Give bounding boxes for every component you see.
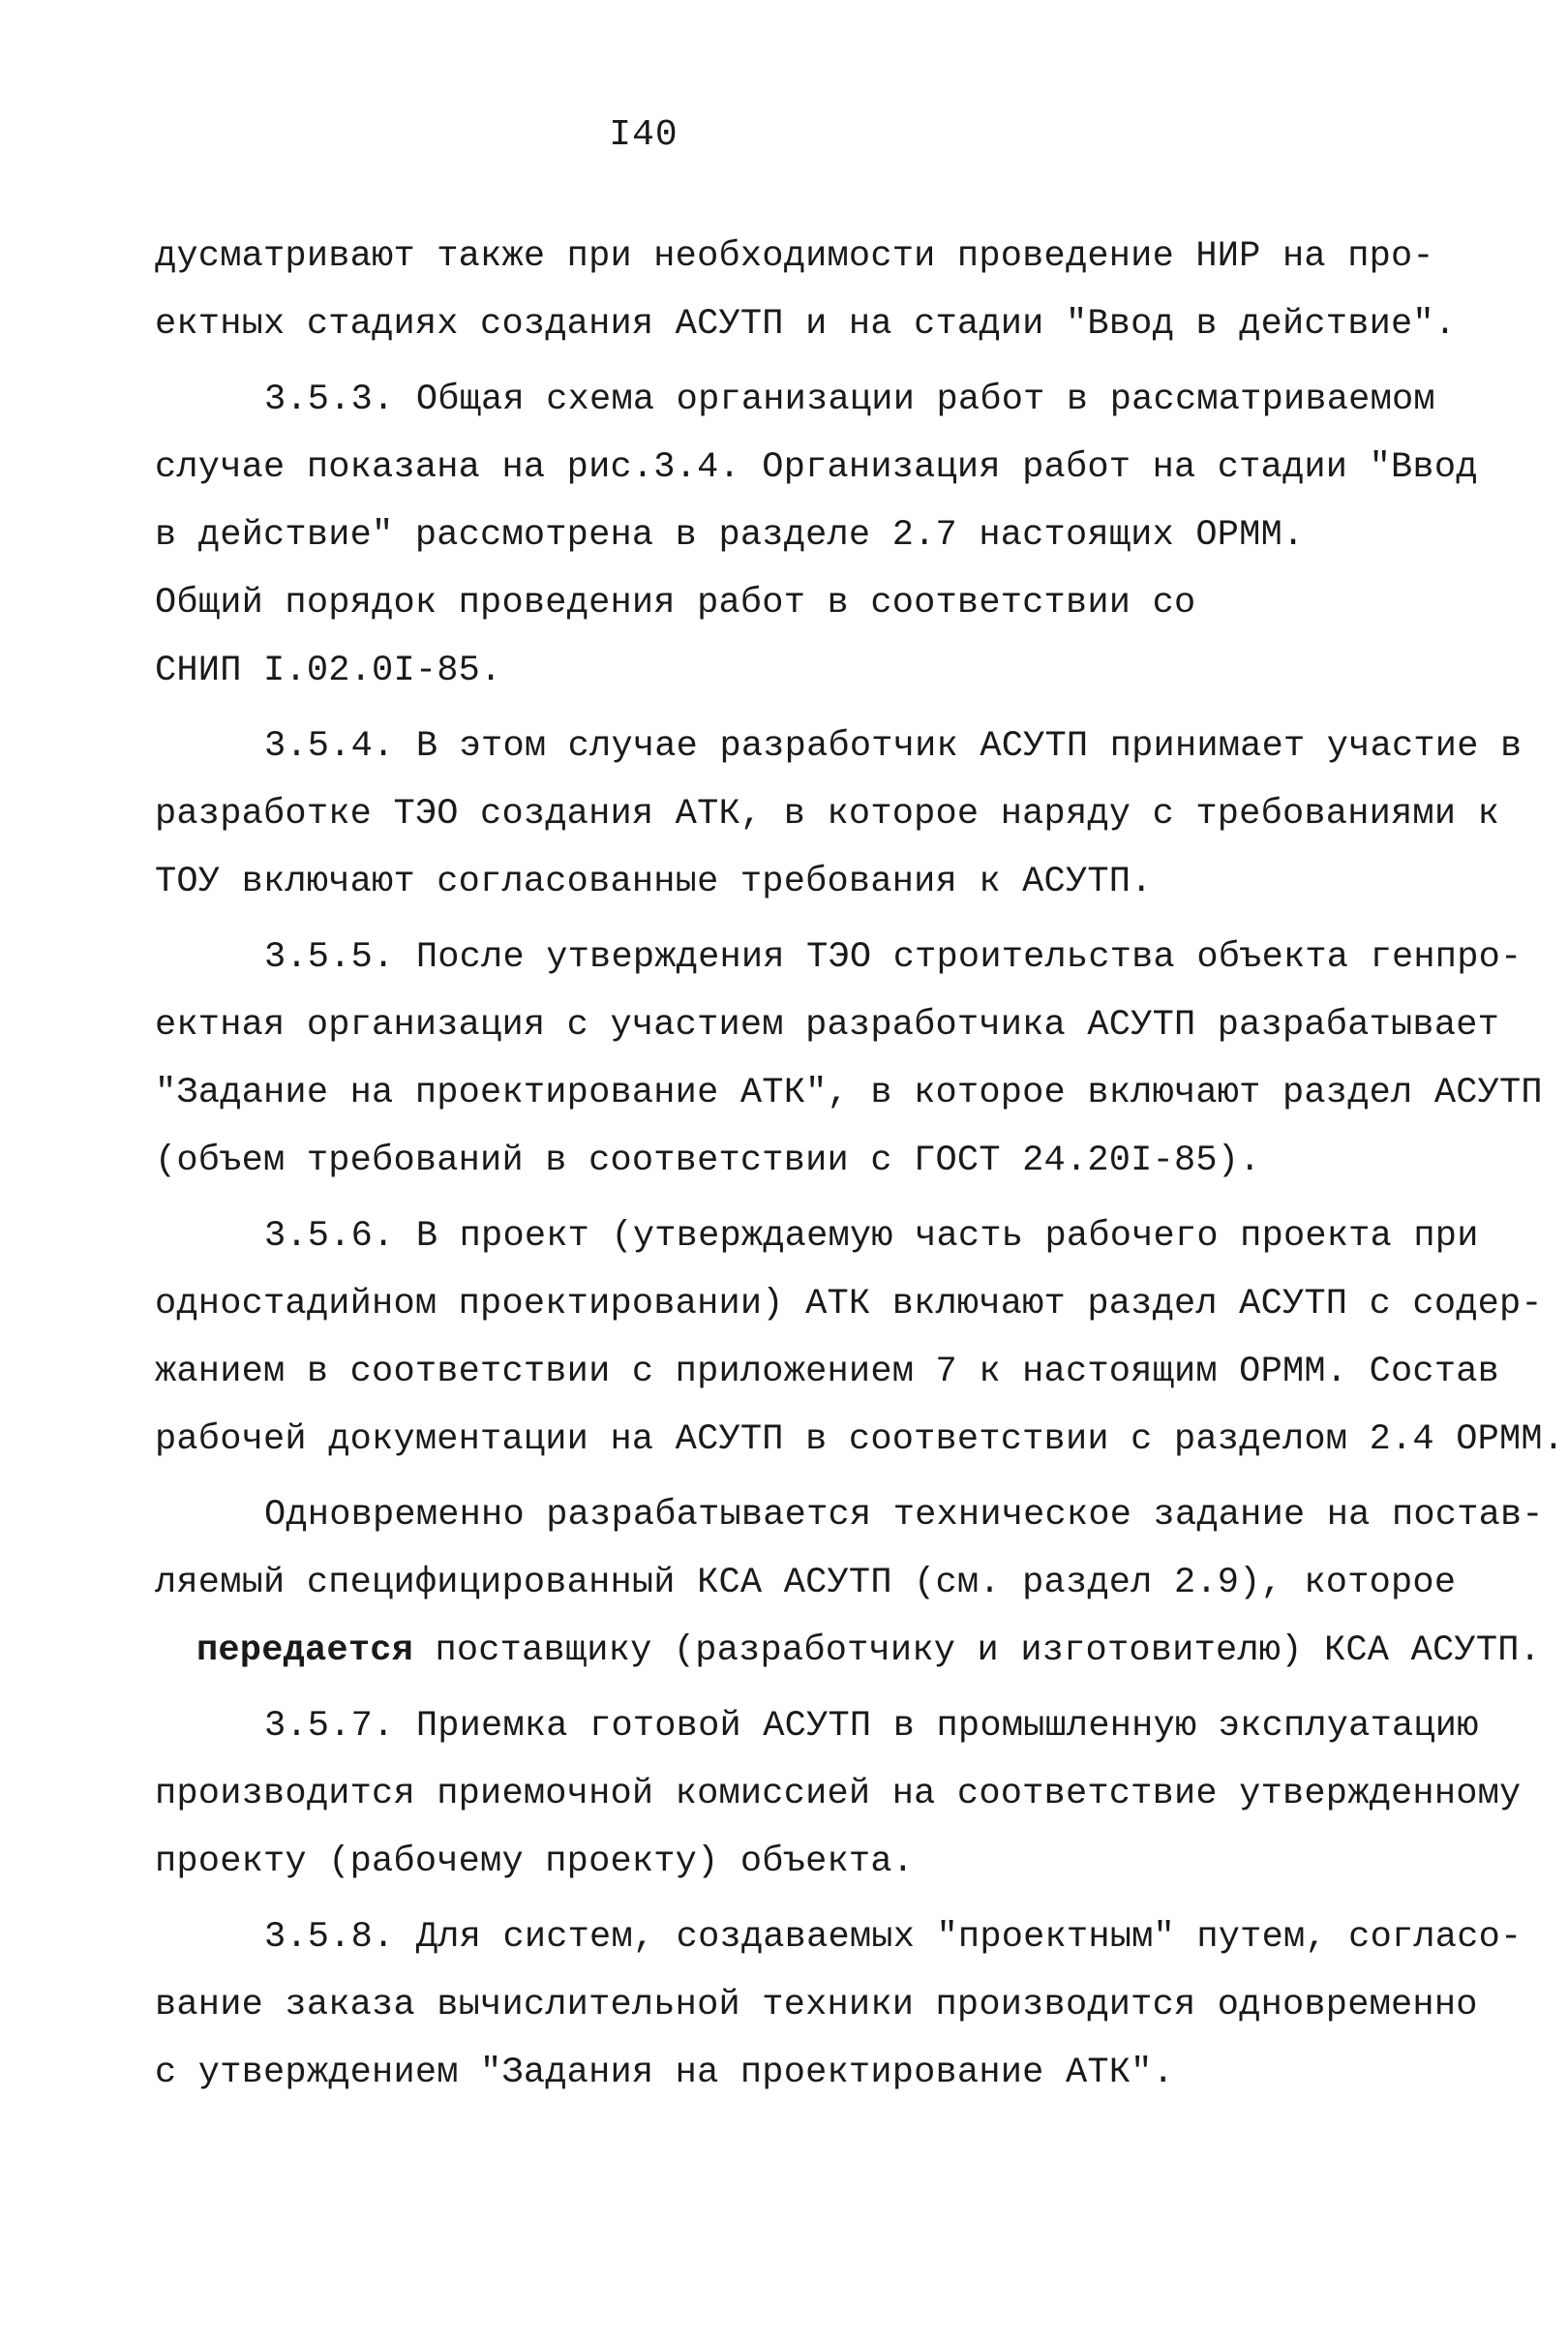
text-line: с утверждением "Задания на проектирование АТК". bbox=[155, 2053, 1174, 2093]
paragraph-3-5-4-start: 3.5.4. В этом случае разработчик АСУТП принимает участие в bbox=[264, 726, 1523, 767]
text-line: ектных стадиях создания АСУТП и на стадии "Ввод в действие". bbox=[155, 304, 1457, 345]
text-line-with-bold-word bbox=[155, 1617, 1542, 1685]
paragraph-3-5-6-start: 3.5.6. В проект (утверждаемую часть рабочего проекта при bbox=[264, 1216, 1479, 1257]
page-number: I40 bbox=[609, 114, 678, 156]
paragraph-3-5-8-start: 3.5.8. Для систем, создаваемых "проектным" путем, согласо- bbox=[264, 1917, 1523, 1958]
text-line-remainder: поставщику (разработчику и изготовителю) КСА АСУТП. bbox=[435, 1630, 1542, 1671]
paragraph-simultaneous-start: Одновременно разрабатывается техническое задание на постав- bbox=[264, 1495, 1544, 1536]
text-line: ектная организация с участием разработчика АСУТП разрабатывает bbox=[155, 1005, 1500, 1046]
paragraph-3-5-5-start: 3.5.5. После утверждения ТЭО строительства объекта генпро- bbox=[264, 937, 1523, 978]
text-line: ТОУ включают согласованные требования к АСУТП. bbox=[155, 862, 1153, 902]
text-line: вание заказа вычислительной техники производится одновременно bbox=[155, 1985, 1478, 2025]
text-line: проекту (рабочему проекту) объекта. bbox=[155, 1842, 915, 1882]
bold-word: передается bbox=[196, 1630, 414, 1671]
text-line: СНИП I.02.0I-85. bbox=[155, 651, 502, 691]
text-line: ляемый специфицированный КСА АСУТП (см. раздел 2.9), которое bbox=[155, 1563, 1457, 1603]
paragraph-3-5-3-start: 3.5.3. Общая схема организации работ в рассматриваемом bbox=[264, 380, 1435, 420]
text-line: дусматривают также при необходимости проведение НИР на про- bbox=[155, 236, 1434, 277]
text-line: рабочей документации на АСУТП в соответствии с разделом 2.4 ОРММ. bbox=[155, 1419, 1565, 1460]
text-line: в действие" рассмотрена в разделе 2.7 настоящих ОРММ. bbox=[155, 515, 1305, 556]
text-line: одностадийном проектировании) АТК включают раздел АСУТП с содер- bbox=[155, 1284, 1543, 1324]
text-line: производится приемочной комиссией на соответствие утвержденному bbox=[155, 1774, 1522, 1814]
text-line: разработке ТЭО создания АТК, в которое наряду с требованиями к bbox=[155, 794, 1500, 835]
text-line: случае показана на рис.3.4. Организация работ на стадии "Ввод bbox=[155, 447, 1478, 488]
text-line: "Задание на проектирование АТК", в которое включают раздел АСУТП bbox=[155, 1073, 1543, 1113]
text-line: жанием в соответствии с приложением 7 к настоящим ОРММ. Состав bbox=[155, 1352, 1500, 1392]
text-line: Общий порядок проведения работ в соответствии со bbox=[155, 583, 1196, 624]
document-body bbox=[155, 223, 1565, 2107]
paragraph-3-5-7-start: 3.5.7. Приемка готовой АСУТП в промышленную эксплуатацию bbox=[264, 1706, 1479, 1747]
text-line: (объем требований в соответствии с ГОСТ 24.20I-85). bbox=[155, 1141, 1261, 1181]
